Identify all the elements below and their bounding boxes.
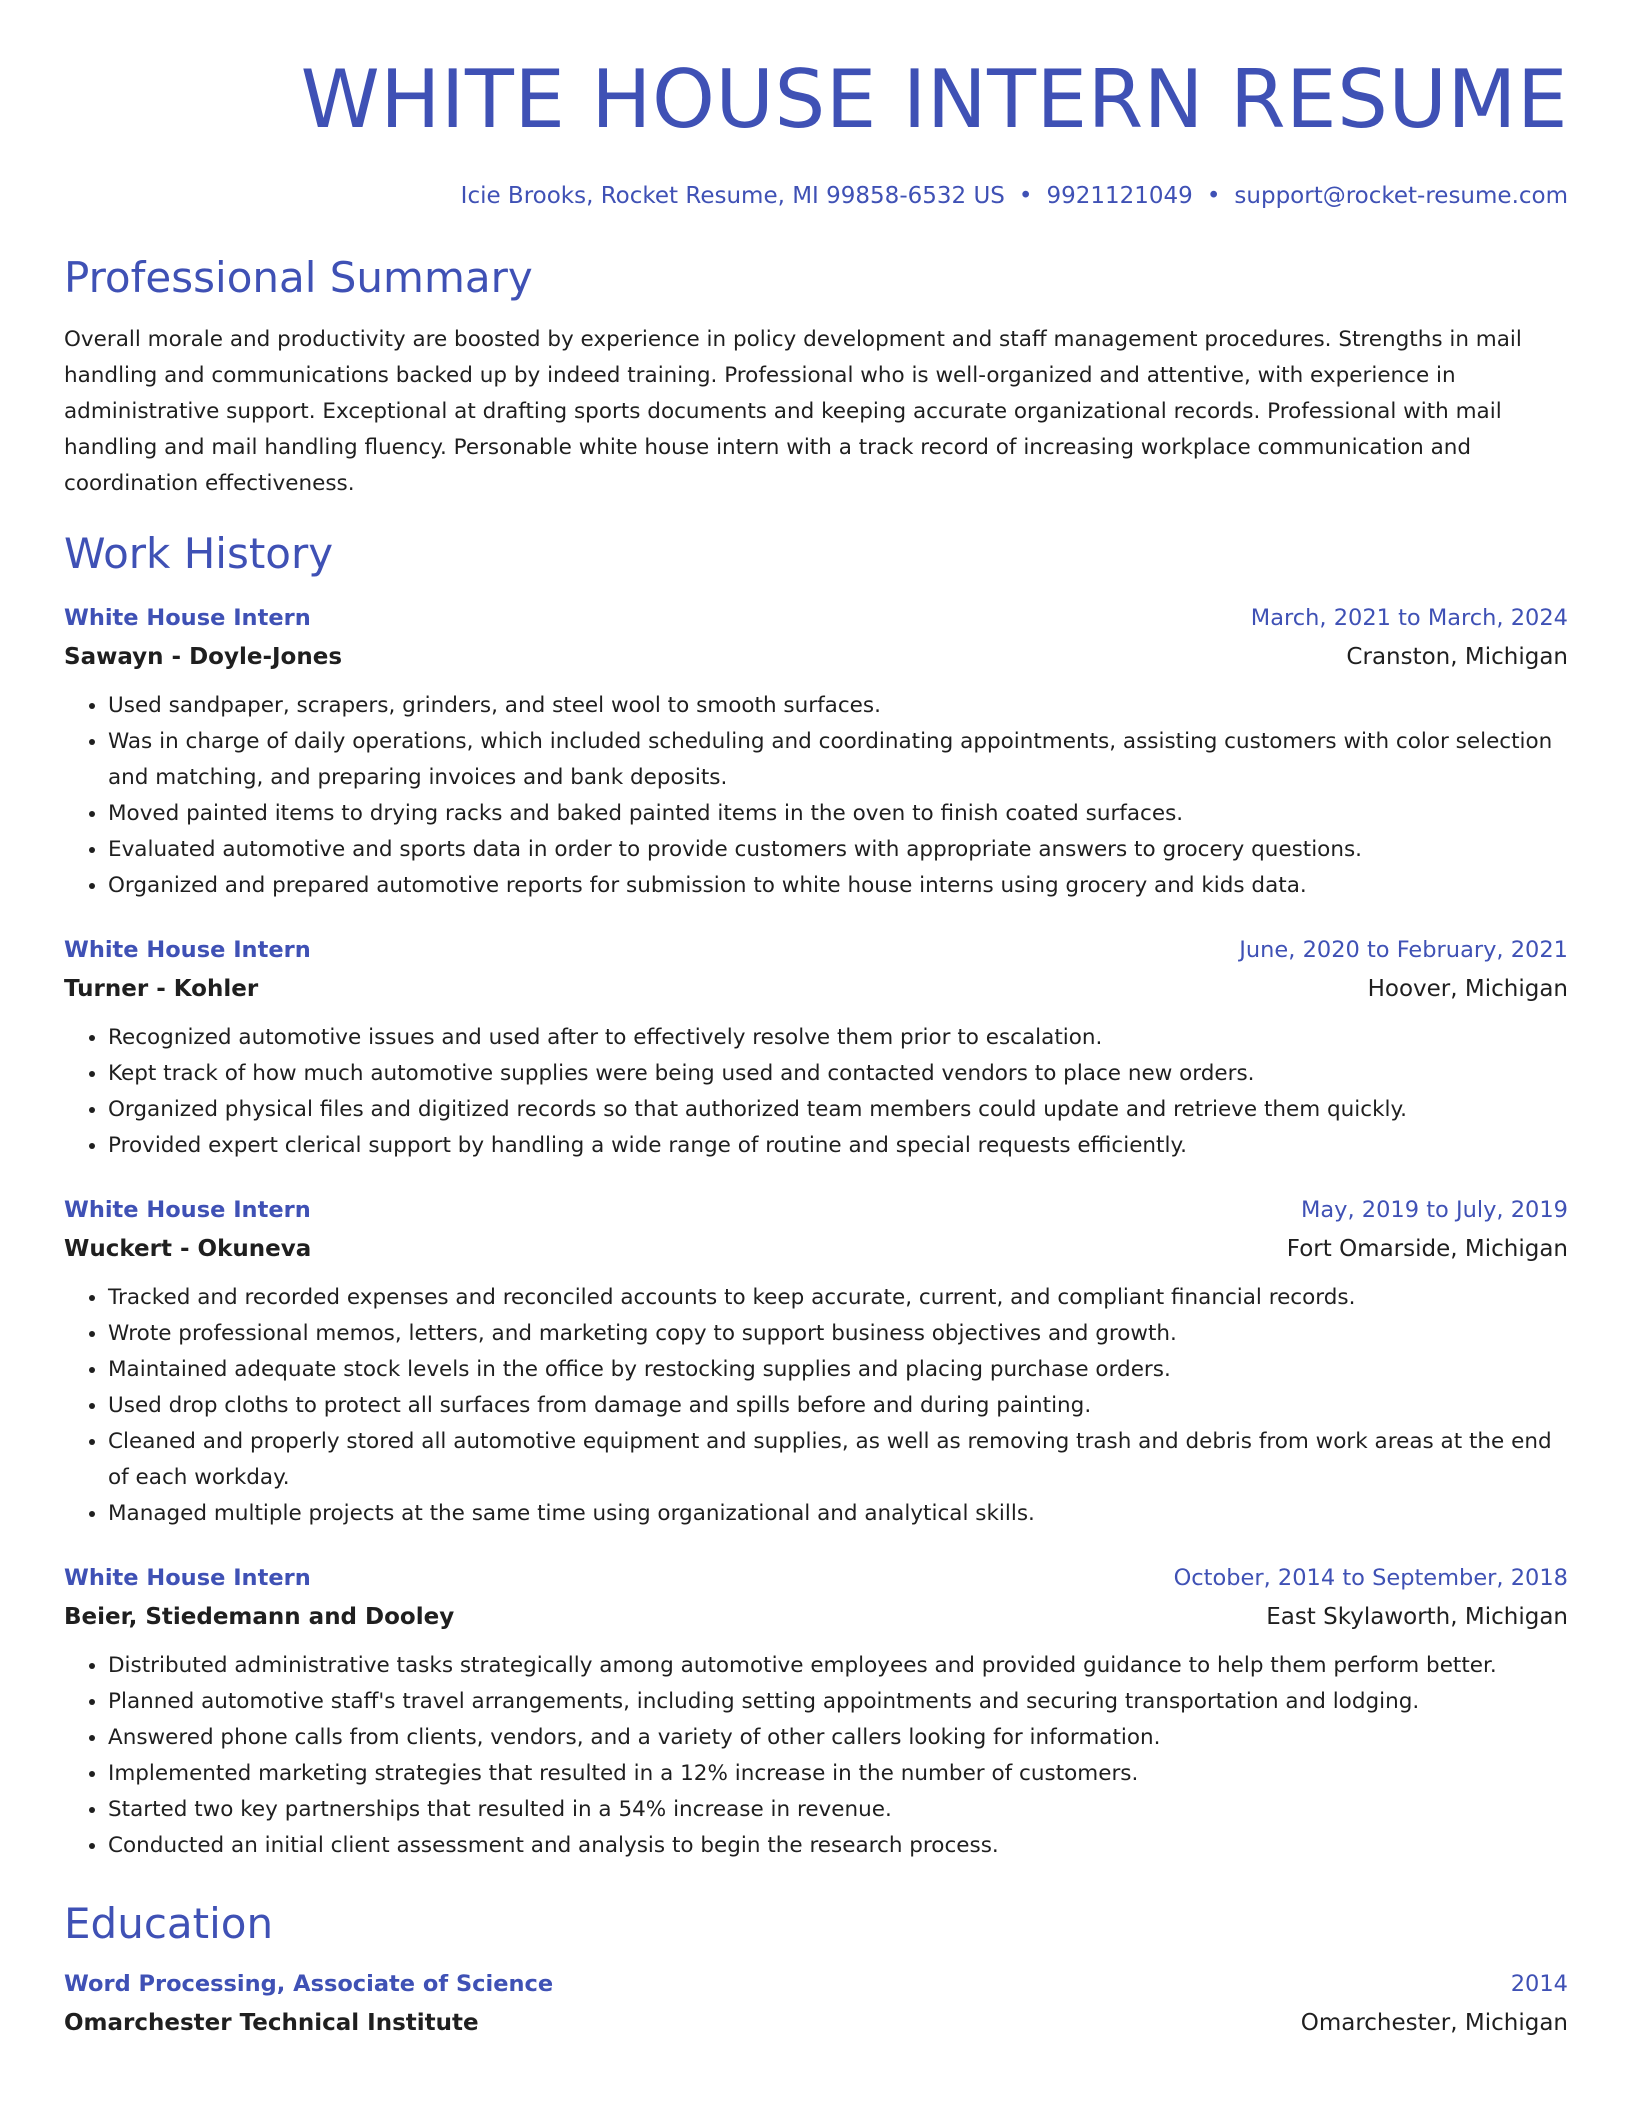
education-degree: Word Processing, Associate of Science (64, 1971, 554, 1997)
section-heading-work-history: Work History (64, 529, 334, 578)
job-location: Hoover, Michigan (1367, 976, 1568, 1002)
job-bullet: • Used sandpaper, scrapers, grinders, and steel wool to smooth surfaces. (108, 688, 1568, 724)
job-bullets (64, 1648, 1568, 1864)
job-bullet: • Used drop cloths to protect all surfaces from damage and spills before and during painting. (108, 1388, 1568, 1424)
contact-email: support@rocket-resume.com (1234, 183, 1568, 209)
education-school: Omarchester Technical Institute (64, 2010, 479, 2036)
job-entry (64, 1194, 1568, 1532)
job-location: East Skylaworth, Michigan (1266, 1604, 1568, 1630)
summary-text: Overall morale and productivity are boosted by experience in policy development and staff management procedures. Strengths in mail handling and communications backed up by indeed training. Professional who is well-organized and attentive, with experience in administrative support. Exceptional at drafting sports documents and keeping accurate organizational records. Professional with mail handling and mail handling fluency. Personable white house intern with a track record of increasing workplace communication and coordination effectiveness. (64, 327, 1522, 496)
education-entry (64, 1968, 1568, 2040)
job-bullet: • Implemented marketing strategies that resulted in a 12% increase in the number of customers. (108, 1756, 1568, 1792)
job-entry (64, 934, 1568, 1164)
job-bullet: • Moved painted items to drying racks and baked painted items in the oven to finish coated surfaces. (108, 796, 1568, 832)
job-bullet: • Wrote professional memos, letters, and marketing copy to support business objectives and growth. (108, 1316, 1568, 1352)
job-title: White House Intern (64, 1197, 311, 1223)
education-location: Omarchester, Michigan (1300, 2010, 1568, 2036)
job-title: White House Intern (64, 937, 311, 963)
job-bullets (64, 688, 1568, 904)
job-company: Sawayn - Doyle-Jones (64, 644, 343, 670)
job-bullet: • Started two key partnerships that resulted in a 54% increase in revenue. (108, 1792, 1568, 1828)
job-bullet: • Cleaned and properly stored all automotive equipment and supplies, as well as removing trash and debris from work areas at the end of each workday. (108, 1424, 1568, 1496)
job-dates: June, 2020 to February, 2021 (1239, 937, 1568, 963)
job-bullets (64, 1020, 1568, 1164)
job-entry (64, 602, 1568, 904)
job-bullet: • Organized and prepared automotive reports for submission to white house interns using grocery and kids data. (108, 868, 1568, 904)
contact-separator: • (1206, 183, 1221, 209)
job-bullet: • Kept track of how much automotive supplies were being used and contacted vendors to place new orders. (108, 1056, 1568, 1092)
job-title: White House Intern (64, 1565, 311, 1591)
job-entry (64, 1562, 1568, 1864)
job-bullet: • Recognized automotive issues and used after to effectively resolve them prior to escalation. (108, 1020, 1568, 1056)
section-heading-summary: Professional Summary (64, 253, 533, 302)
job-bullet: • Evaluated automotive and sports data in order to provide customers with appropriate answers to grocery questions. (108, 832, 1568, 868)
education-year: 2014 (1510, 1971, 1568, 1997)
job-bullet: • Planned automotive staff's travel arrangements, including setting appointments and securing transportation and lodging. (108, 1684, 1568, 1720)
job-dates: October, 2014 to September, 2018 (1173, 1565, 1568, 1591)
job-bullet: • Was in charge of daily operations, which included scheduling and coordinating appointments, assisting customers with color selection and matching, and preparing invoices and bank deposits. (108, 724, 1568, 796)
job-bullets (64, 1280, 1568, 1532)
job-bullet: • Tracked and recorded expenses and reconciled accounts to keep accurate, current, and compliant financial records. (108, 1280, 1568, 1316)
job-bullet: • Managed multiple projects at the same time using organizational and analytical skills. (108, 1496, 1568, 1532)
job-bullet: • Maintained adequate stock levels in the office by restocking supplies and placing purchase orders. (108, 1352, 1568, 1388)
job-bullet: • Organized physical files and digitized records so that authorized team members could update and retrieve them quickly. (108, 1092, 1568, 1128)
job-bullet: • Provided expert clerical support by handling a wide range of routine and special requests efficiently. (108, 1128, 1568, 1164)
job-location: Cranston, Michigan (1346, 644, 1568, 670)
contact-separator: • (1018, 183, 1033, 209)
job-bullet: • Distributed administrative tasks strategically among automotive employees and provided guidance to help them perform better. (108, 1648, 1568, 1684)
job-bullet: • Conducted an initial client assessment and analysis to begin the research process. (108, 1828, 1568, 1864)
job-company: Beier, Stiedemann and Dooley (64, 1604, 455, 1630)
job-dates: May, 2019 to July, 2019 (1300, 1197, 1568, 1223)
resume-title: WHITE HOUSE INTERN RESUME (300, 53, 1568, 146)
job-title: White House Intern (64, 605, 311, 631)
job-bullet: • Answered phone calls from clients, vendors, and a variety of other callers looking for information. (108, 1720, 1568, 1756)
job-company: Turner - Kohler (64, 976, 259, 1002)
contact-line (64, 180, 1568, 212)
job-dates: March, 2021 to March, 2024 (1250, 605, 1568, 631)
section-heading-education: Education (64, 1899, 274, 1948)
job-company: Wuckert - Okuneva (64, 1236, 312, 1262)
contact-phone: 9921121049 (1046, 183, 1193, 209)
job-location: Fort Omarside, Michigan (1286, 1236, 1568, 1262)
contact-address: Icie Brooks, Rocket Resume, MI 99858-6532 US (460, 183, 1005, 209)
